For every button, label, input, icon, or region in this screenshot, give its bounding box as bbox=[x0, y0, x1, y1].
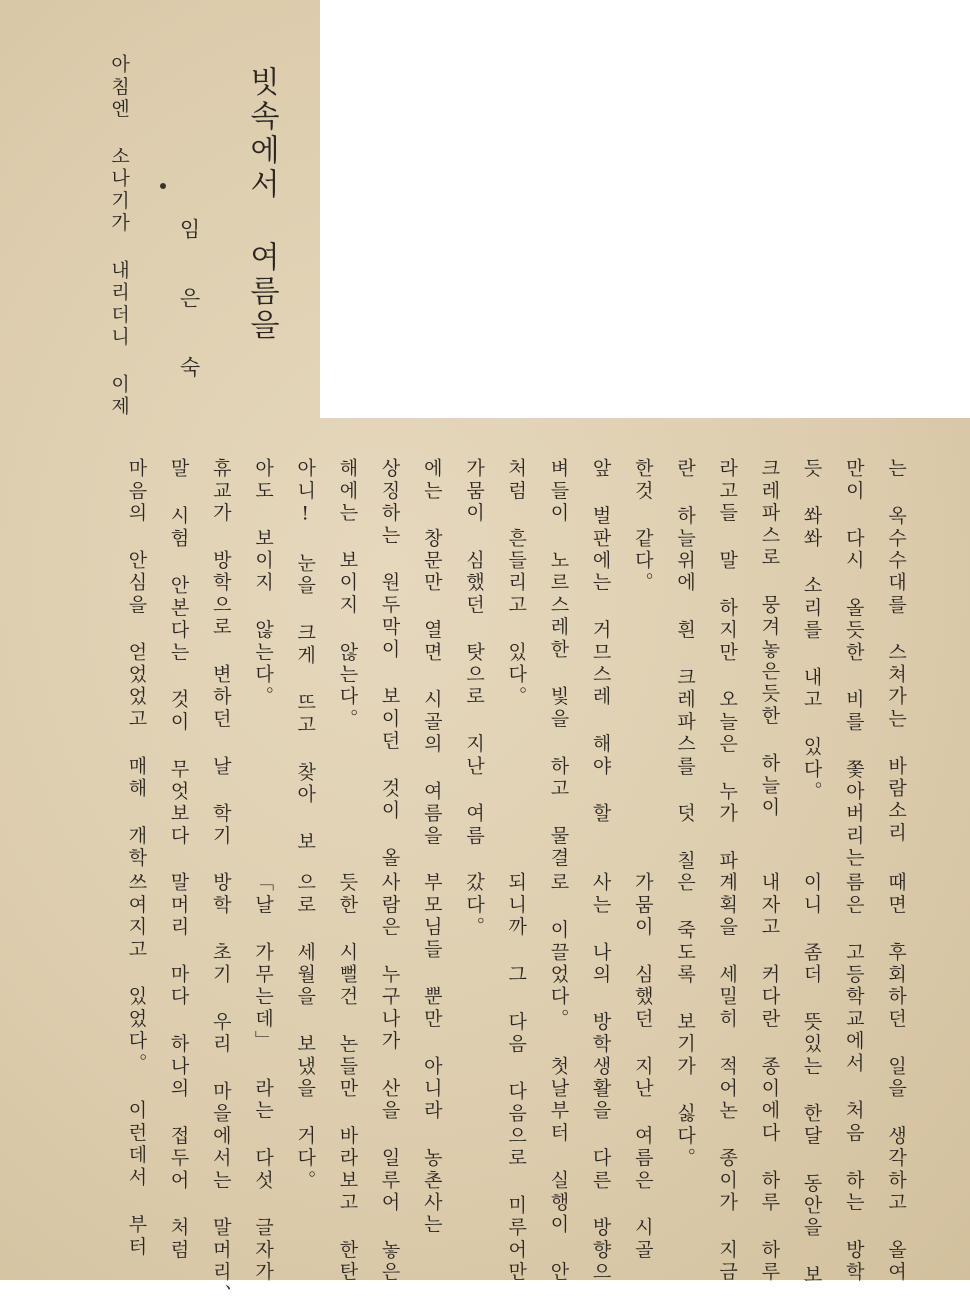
text-column: 은 죽도록 보기가 싫다。 bbox=[674, 872, 696, 1170]
text-column: 때면 후회하던 일을 생각하고 올여 bbox=[885, 872, 907, 1284]
text-column: 이니 좀더 뜻있는 한달 동안을 보 bbox=[800, 872, 823, 1287]
text-column: 로 이끌었다。 첫날부터 실행이 안 bbox=[547, 872, 570, 1284]
text-column: 마음의 안심을 얻었었고 매해 개학 bbox=[125, 458, 148, 870]
text-column: 휴교가 방학으로 변하던 날 학기 bbox=[209, 458, 232, 848]
text-column: 계획을 세밀히 적어논 종이가 지금 bbox=[716, 872, 739, 1284]
text-column: 크레파스로 뭉겨놓은듯한 하늘이 bbox=[758, 458, 781, 820]
text-column: 해에는 보이지 않는다。 bbox=[336, 458, 359, 731]
blank-area bbox=[320, 0, 970, 418]
text-column: 으로 세월을 보냈을 거다。 bbox=[294, 872, 317, 1192]
text-column: 라고들 말 하지만 오늘은 누가 파 bbox=[716, 458, 739, 873]
text-column: 름은 고등학교에서 처음 하는 방학 bbox=[842, 872, 865, 1284]
text-column: 만이 다시 올듯한 비를 쫓아버리는 bbox=[842, 458, 865, 870]
text-column: 「날 가무는데」 라는 다섯 글자가 bbox=[252, 872, 274, 1284]
text-column: 가뭄이 심했던 지난 여름은 시골 bbox=[631, 872, 654, 1262]
author-bullet bbox=[160, 183, 166, 189]
author-name: 임 은 숙 bbox=[177, 218, 201, 389]
text-column: 벼들이 노르스레한 빛을 하고 물결 bbox=[547, 458, 570, 870]
text-column: 사람은 누구나가 산을 일루어 놓은 bbox=[378, 872, 401, 1284]
text-column: 듯한 시뻘건 논들만 바라보고 한탄 bbox=[336, 872, 359, 1284]
text-column: 내자고 커다란 종이에다 하루 하루 bbox=[758, 872, 781, 1284]
text-column: 아니! 눈을 크게 뜨고 찾아 보 bbox=[294, 458, 317, 854]
text-column: 아도 보이지 않는다。 bbox=[252, 458, 274, 709]
intro-line: 아침엔 소나기가 내리더니 이제 bbox=[108, 54, 130, 419]
text-column: 듯 쏴쏴 소리를 내고 있다。 bbox=[800, 458, 823, 803]
text-column: 가뭄이 심했던 탓으로 지난 여름 bbox=[463, 458, 485, 848]
text-column: 사는 나의 방학생활을 다른 방향으 bbox=[589, 872, 612, 1284]
text-column: 상징하는 원두막이 보이던 것이 올 bbox=[378, 458, 401, 870]
text-column: 방학 초기 우리 마을에서는 말머리、 bbox=[209, 872, 232, 1306]
text-column: 에는 창문만 열면 시골의 여름을 bbox=[420, 458, 443, 848]
article-title: 빗속에서 여름을 bbox=[244, 66, 279, 343]
text-column: 처럼 흔들리고 있다。 bbox=[505, 458, 528, 709]
text-column: 한것 같다。 bbox=[631, 458, 654, 595]
text-column: 되니까 그 다음 다음으로 미루어만 bbox=[505, 872, 528, 1284]
text-column: 말 시험 안본다는 것이 무엇보다 bbox=[167, 458, 190, 848]
text-column: 는 옥수수대를 스쳐가는 바람소리 bbox=[885, 458, 907, 845]
text-column: 란 하늘위에 흰 크레파스를 덧 칠 bbox=[674, 458, 696, 873]
text-column: 앞 벌판에는 거므스레 해야 할 bbox=[589, 458, 612, 826]
text-column: 말머리 마다 하나의 접두어 처럼 bbox=[167, 872, 190, 1262]
text-column: 부모님들 뿐만 아니라 농촌사는 bbox=[420, 872, 443, 1237]
text-column: 쓰여지고 있었다。 이런데서 부터 bbox=[125, 872, 148, 1259]
text-column: 갔다。 bbox=[463, 872, 485, 939]
